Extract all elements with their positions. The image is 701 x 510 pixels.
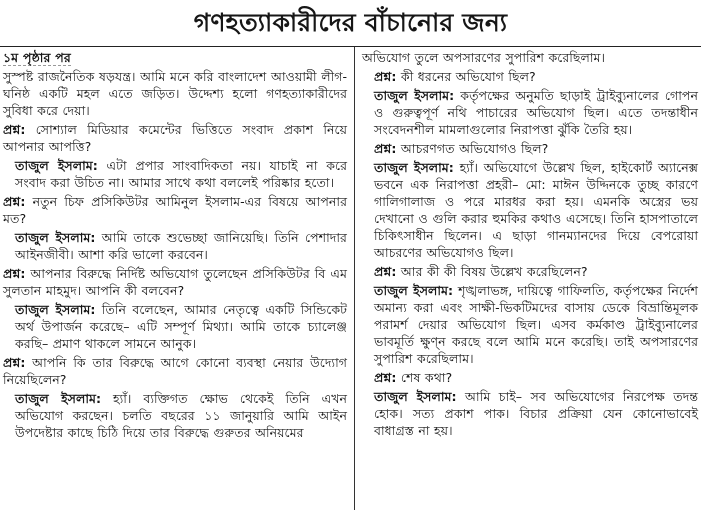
question-label: প্রশ্ন: [374,264,397,279]
answer-label: তাজুল ইসলাম: [15,391,102,406]
question-label: প্রশ্ন: [3,122,26,137]
right-column [362,49,698,441]
answer-text: তিনি বলেছেন, আমার নেতৃত্বে একটি সিন্ডিকেট অর্থ উপার্জন করেছে– এটি সম্পূর্ণ মিথ্যা। আমি তাকে চ্যালেঞ্জ করছি– প্রমাণ থাকলে সামনে আনুক। [15,302,347,351]
question-text: আপনি কি তার বিরুদ্ধে আগে কোনো ব্যবস্থা নেয়ার উদ্যোগ নিয়েছিলেন? [3,355,347,387]
question-text: সোশ্যাল মিডিয়ার কমেন্টের ভিত্তিতে সংবাদ প্রকাশ নিয়ে আপনার আপত্তি? [3,122,347,154]
answer-label: তাজুল ইসলাম: [374,283,454,298]
paragraph [362,49,698,66]
answer-label: তাজুল ইসলাম: [374,88,455,103]
headline: গণহত্যাকারীদের বাঁচানোর জন্য [193,8,508,37]
answer [3,157,347,191]
answer-label: তাজুল ইসলাম: [15,158,98,173]
paragraph [3,68,347,119]
paragraph-text: সুস্পষ্ট রাজনৈতিক ষড়যন্ত্র। আমি মনে করি বাংলাদেশ আওয়ামী লীগ-ঘনিষ্ঠ একটি মহল এতে জড়িত। উদ্দেশ্য হলো গণহত্যাকারীদের সুবিধা করে দেয়া। [3,69,347,118]
question [3,121,347,155]
answer-text: শৃঙ্খলাভঙ্গ, দায়িত্বে গাফিলতি, কর্তৃপক্ষের নির্দেশ অমান্য করা এবং সাক্ষী-ভিকটিমদের বাসায় ডেকে বিভ্রান্তিমূলক পরামর্শ দেয়ার অভিযোগ ছিল। এসব কর্মকাণ্ড ট্রাইব্যুনালের ভাবমূর্তি ক্ষুণ্ন করছে বলে আমি মনে করেছি। তাই অপসারণের সুপারিশ করেছিলাম। [374,283,698,366]
question-text: নতুন চিফ প্রসিকিউটর আমিনুল ইসলাম-এর বিষয়ে আপনার মত? [3,194,347,226]
answer [362,87,698,138]
question [3,265,347,299]
question-label: প্রশ্ন: [3,355,26,370]
answer-label: তাজুল ইসলাম: [374,389,457,404]
answer [3,390,347,441]
question [362,140,698,157]
question-label: প্রশ্ন: [3,194,26,209]
question-label: প্রশ্ন: [374,370,397,385]
question-label: প্রশ্ন: [374,141,397,156]
answer-label: তাজুল ইসলাম: [374,160,454,175]
answer [362,159,698,261]
answer [362,282,698,367]
question-label: প্রশ্ন: [374,69,397,84]
answer [3,301,347,352]
left-column [3,49,347,443]
answer-text: হ্যাঁ। ব্যক্তিগত ক্ষোভ থেকেই তিনি এখন অভিযোগ করছেন। চলতি বছরের ১১ জানুয়ারি আমি আইন উপদেষ্টার কাছে চিঠি দিয়ে তার বিরুদ্ধে গুরুতর অনিয়মের [15,391,347,440]
answer [3,229,347,263]
question-text: আপনার বিরুদ্ধে নির্দিষ্ট অভিযোগ তুলেছেন প্রসিকিউটর বি এম সুলতান মাহমুদ। আপনি কী বলবেন? [3,266,347,298]
question-text: শেষ কথা? [400,370,453,385]
column-divider [354,47,355,510]
answer-label: তাজুল ইসলাম: [15,230,96,245]
question [362,68,698,85]
question-text: আর কী কী বিষয় উল্লেখ করেছিলেন? [400,264,588,279]
question-text: কী ধরনের অভিযোগ ছিল? [400,69,536,84]
question [3,193,347,227]
question [3,354,347,388]
question [362,263,698,280]
question-label: প্রশ্ন: [3,266,26,281]
answer-text: হ্যাঁ। অভিযোগে উল্লেখ ছিল, হাইকোর্ট অ্যানেক্স ভবনে এক নিরাপত্তা প্রহরী– মো: মাঈন উদ্দিনকে তুচ্ছ কারণে গালিগালাজ ও পরে মারধর করা হয়। এমনকি অস্ত্রের ভয় দেখানো ও গুলি করার হুমকির কথাও এসেছে। তিনি হাসপাতালে চিকিৎসাধীন ছিলেন। এ ছাড়া গানম্যানদের দিয়ে বেপরোয়া আচরণের অভিযোগও ছিল। [374,160,698,260]
paragraph-text: অভিযোগ তুলে অপসারণের সুপারিশ করেছিলাম। [362,50,606,65]
headline-rule [0,46,701,47]
answer-text: কর্তৃপক্ষের অনুমতি ছাড়াই ট্রাইব্যুনালের গোপন ও গুরুত্বপূর্ণ নথি পাচারের অভিযোগ ছিল। এতে তদন্তাধীন সংবেদনশীল মামলাগুলোর নিরাপত্তা ঝুঁকি তৈরি হয়। [374,88,698,137]
answer-label: তাজুল ইসলাম: [15,302,96,317]
answer [362,388,698,439]
answer-text: আমি তাকে শুভেচ্ছা জানিয়েছি। তিনি পেশাদার আইনজীবী। আশা করি ভালো করবেন। [15,230,347,262]
answer-text: আমি চাই– সব অভিযোগের নিরপেক্ষ তদন্ত হোক। সত্য প্রকাশ পাক। বিচার প্রক্রিয়া যেন কোনোভাবেই বাধাগ্রস্ত না হয়। [374,389,698,438]
question-text: আচরণগত অভিযোগও ছিল? [400,141,549,156]
kicker [3,49,347,66]
kicker-text: ১ম পৃষ্ঠার পর [3,50,71,65]
answer-text: এটা প্রপার সাংবাদিকতা নয়। যাচাই না করে সংবাদ করা উচিত না। আমার সাথে কথা বললেই পরিষ্কার হতো। [15,158,347,190]
question [362,369,698,386]
